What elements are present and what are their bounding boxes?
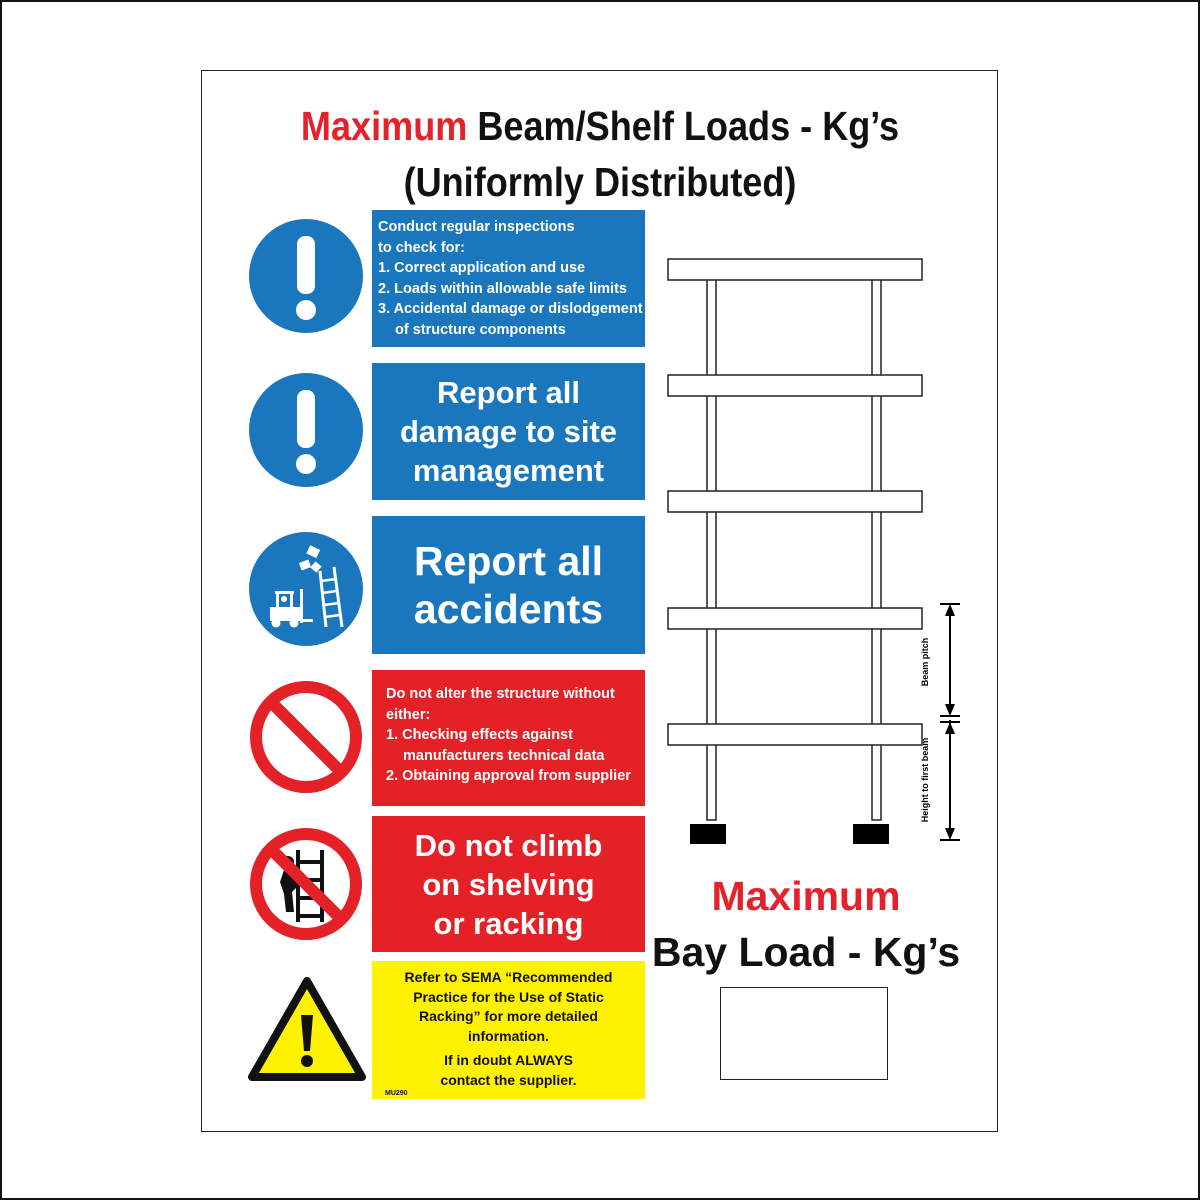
- beam: [668, 724, 922, 745]
- inspections-panel: [372, 210, 645, 347]
- do-not-alter-line: 2. Obtaining approval from supplier: [386, 768, 631, 785]
- do-not-climb-line: Do not climb: [414, 827, 603, 863]
- sign-title-line2: (Uniformly Distributed): [403, 159, 797, 205]
- title-maximum: Maximum: [300, 103, 468, 149]
- report-accidents-panel: [372, 516, 645, 654]
- bay-load-title: Bay Load - Kg’s: [651, 929, 961, 975]
- exclamation-icon: [248, 372, 364, 488]
- beam: [668, 259, 922, 280]
- product-code: MU290: [385, 1090, 408, 1097]
- sema-doubt-line: If in doubt ALWAYS: [444, 1052, 573, 1068]
- sema-panel: [372, 961, 645, 1099]
- report-damage-line: management: [412, 453, 605, 488]
- report-accidents-line: Report all: [413, 538, 604, 584]
- do-not-alter-line: Do not alter the structure without: [386, 686, 615, 702]
- sign-title-line1: [72, 103, 1128, 149]
- inspections-line: Conduct regular inspections: [378, 219, 575, 235]
- inspections-line: to check for:: [378, 239, 466, 256]
- do-not-alter-line: either:: [386, 706, 431, 723]
- beam: [668, 491, 922, 512]
- report-damage-line: Report all: [437, 375, 580, 410]
- bay-load-value-box: [720, 987, 888, 1080]
- do-not-alter-panel: [372, 670, 645, 806]
- base-plate: [690, 824, 726, 844]
- forklift-accident-icon: [248, 531, 364, 647]
- beam: [668, 608, 922, 629]
- sema-line: Refer to SEMA “Recommended: [404, 969, 613, 985]
- do-not-climb-panel: [372, 816, 645, 952]
- report-damage-line: damage to site: [399, 414, 618, 449]
- inspections-line: of structure components: [395, 321, 566, 338]
- inspections-line: 3. Accidental damage or dislodgement: [378, 301, 643, 318]
- do-not-alter-line: 1. Checking effects against: [386, 727, 573, 744]
- sema-doubt-line: contact the supplier.: [440, 1071, 577, 1088]
- racking-diagram: [660, 250, 990, 850]
- do-not-climb-line: on shelving: [422, 866, 595, 902]
- exclamation-icon: [248, 218, 364, 334]
- do-not-alter-line: manufacturers technical data: [403, 747, 605, 764]
- sema-line: Practice for the Use of Static: [413, 988, 604, 1005]
- do-not-climb-line: or racking: [433, 905, 584, 941]
- report-accidents-line: accidents: [413, 586, 604, 632]
- beam-pitch-label: Beam pitch: [920, 637, 930, 687]
- height-first-beam-label: Height to first beam: [920, 737, 930, 823]
- inspections-line: 2. Loads within allowable safe limits: [378, 280, 627, 297]
- bay-load-maximum: Maximum: [711, 873, 901, 919]
- base-plate: [853, 824, 889, 844]
- sema-line: Racking” for more detailed: [419, 1008, 598, 1024]
- warning-triangle-icon: [248, 977, 366, 1083]
- title-beam-shelf-loads: Beam/Shelf Loads - Kg’s: [467, 103, 900, 149]
- no-entry-icon: [248, 679, 364, 795]
- report-damage-panel: [372, 363, 645, 500]
- no-climbing-icon: [248, 826, 364, 942]
- sema-line: information.: [468, 1027, 549, 1044]
- inspections-line: 1. Correct application and use: [378, 260, 586, 277]
- beam: [668, 375, 922, 396]
- sema-text: [372, 961, 645, 1090]
